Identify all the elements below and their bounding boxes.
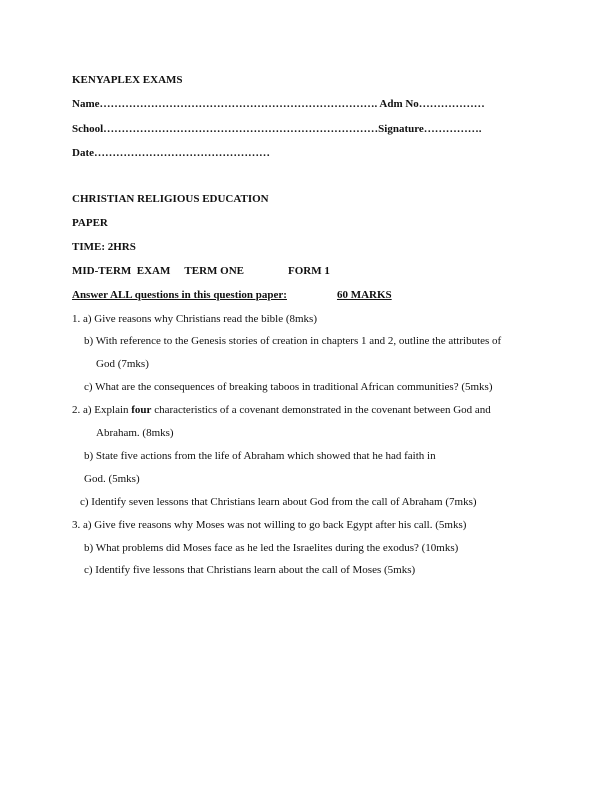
subject-title: CHRISTIAN RELIGIOUS EDUCATION [72, 193, 269, 205]
question-1a: 1. a) Give reasons why Christians read the bible (8mks) [72, 313, 317, 325]
total-marks: 60 MARKS [336, 289, 392, 301]
question-2c: c) Identify seven lessons that Christians learn about God from the call of Abraham (7mks) [80, 496, 477, 508]
question-2b: b) State five actions from the life of Abraham which showed that he had faith in [84, 450, 436, 462]
date-field: Date………………………………………… [72, 147, 270, 159]
time-label: TIME: 2HRS [72, 241, 136, 253]
question-2a-cont: Abraham. (8mks) [96, 427, 174, 439]
question-1c: c) What are the consequences of breaking taboos in traditional African communities? (5mks) [84, 381, 493, 393]
term-label: TERM ONE [184, 265, 244, 277]
question-2a-pre: 2. a) Explain [72, 404, 132, 416]
exam-info-row [72, 264, 330, 278]
org-title: KENYAPLEX EXAMS [72, 74, 183, 86]
question-2a-post: characteristics of a covenant demonstrated in the covenant between God and [151, 404, 491, 416]
question-1b: b) With reference to the Genesis stories of creation in chapters 1 and 2, outline the attributes of [84, 335, 502, 347]
name-adm-field: Name…………………………………………………………………. Adm No……………… [72, 98, 485, 110]
question-3a: 3. a) Give five reasons why Moses was not willing to go back Egypt after his call. (5mks) [72, 519, 467, 531]
question-2a [72, 403, 491, 417]
school-signature-field: School…………………………………………………………………Signature……………. [72, 123, 482, 135]
question-3b: b) What problems did Moses face as he led the Israelites during the exodus? (10mks) [84, 542, 459, 554]
form-label: FORM 1 [287, 265, 330, 277]
instruction-text: Answer ALL questions in this question paper: [72, 289, 287, 301]
instruction-row [72, 288, 392, 302]
question-2b-cont: God. (5mks) [84, 473, 140, 485]
question-1b-cont: God (7mks) [96, 358, 149, 370]
paper-label: PAPER [72, 217, 108, 229]
question-2a-bold: four [131, 404, 152, 416]
exam-type: MID-TERM EXAM [72, 265, 171, 277]
question-3c: c) Identify five lessons that Christians learn about the call of Moses (5mks) [84, 564, 416, 576]
